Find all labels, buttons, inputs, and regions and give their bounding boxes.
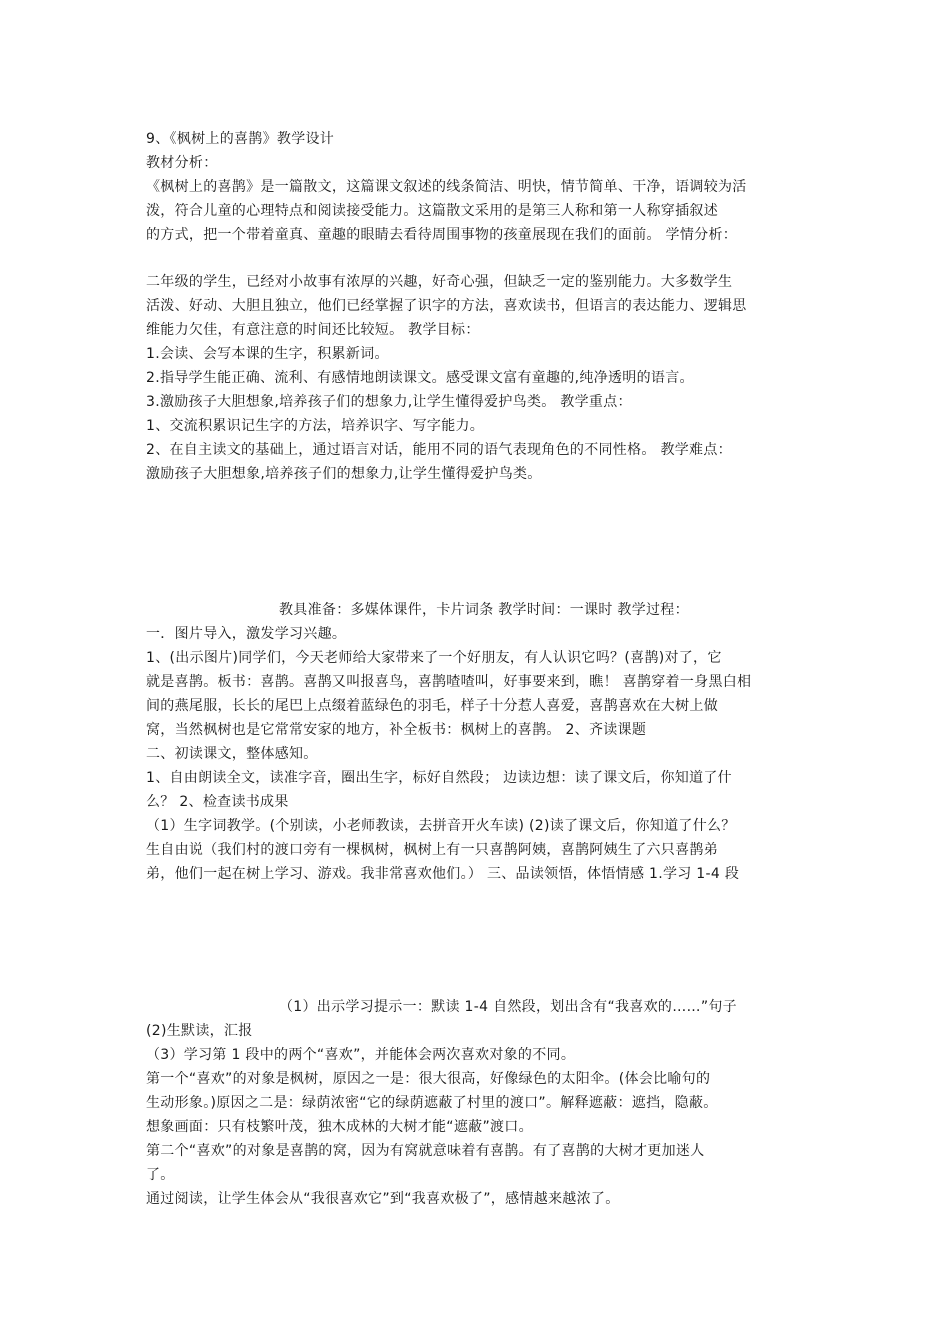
section-intro <box>146 127 814 247</box>
goal-item: 3.激励孩子大胆想象,培养孩子们的想象力,让学生懂得爱护鸟类。 教学重点： <box>146 394 632 410</box>
paragraph-line: 弟，他们一起在树上学习、游戏。我非常喜欢他们。） 三、品读领悟，体悟情感 1.学习 1-4 段 <box>146 866 740 882</box>
paragraph-line: 生动形象。)原因之二是：绿荫浓密“它的绿荫遮蔽了村里的渡口”。解释遮蔽：遮挡，隐蔽。 <box>146 1095 718 1111</box>
prompt-line: （1）出示学习提示一：默读 1-4 自然段，划出含有“我喜欢的……”句子 <box>279 999 737 1015</box>
paragraph-line: 想象画面：只有枝繁叶茂，独木成林的大树才能“遮蔽”渡口。 <box>146 1119 533 1135</box>
paragraph-line: 通过阅读，让学生体会从“我很喜欢它”到“我喜欢极了”，感情越来越浓了。 <box>146 1191 620 1207</box>
heading-textbook-analysis: 教材分析： <box>146 155 218 171</box>
paragraph-line: 泼，符合儿童的心理特点和阅读接受能力。这篇散文采用的是第三人称和第一人称穿插叙述 <box>146 203 718 219</box>
section-teaching-process <box>146 598 814 886</box>
paragraph-line: （1）生字词教学。(个别读，小老师教读，去拼音开火车读) (2)读了课文后，你知道了什么？ <box>146 818 736 834</box>
paragraph-line: 就是喜鹊。板书：喜鹊。喜鹊又叫报喜鸟，喜鹊喳喳叫，好事要来到，瞧！ 喜鹊穿着一身黑白相 <box>146 674 752 690</box>
paragraph-line: 1、自由朗读全文，读准字音，圈出生字，标好自然段； 边读边想：读了课文后，你知道了什 <box>146 770 732 786</box>
goal-item: 2.指导学生能正确、流利、有感情地朗读课文。感受课文富有童趣的,纯净透明的语言。 <box>146 370 694 386</box>
paragraph-line: 第一个“喜欢”的对象是枫树，原因之一是：很大很高，好像绿色的太阳伞。(体会比喻句的 <box>146 1071 711 1087</box>
paragraph-line: 《枫树上的喜鹊》是一篇散文，这篇课文叙述的线条简洁、明快，情节简单、干净，语调较为活 <box>146 179 747 195</box>
difficulty-item: 激励孩子大胆想象,培养孩子们的想象力,让学生懂得爱护鸟类。 <box>146 466 542 482</box>
key-point-item: 2、在自主读文的基础上，通过语言对话，能用不同的语气表现角色的不同性格。 教学难点： <box>146 442 732 458</box>
paragraph-line: 二年级的学生，已经对小故事有浓厚的兴趣，好奇心强，但缺乏一定的鉴别能力。大多数学生 <box>146 274 733 290</box>
paragraph-line: 么？ 2、检查读书成果 <box>146 794 289 810</box>
document-title: 9、《枫树上的喜鹊》教学设计 <box>146 131 335 147</box>
prep-line: 教具准备：多媒体课件，卡片词条 教学时间：一课时 教学过程： <box>279 602 689 618</box>
paragraph-line: 活泼、好动、大胆且独立，他们已经掌握了识字的方法，喜欢读书，但语言的表达能力、逻辑思 <box>146 298 747 314</box>
paragraph-line: 的方式，把一个带着童真、童趣的眼睛去看待周围事物的孩童展现在我们的面前。 学情分析： <box>146 227 738 243</box>
paragraph-line: 了。 <box>146 1167 175 1183</box>
step-heading: 一．图片导入，激发学习兴趣。 <box>146 626 347 642</box>
paragraph-line: 生自由说（我们村的渡口旁有一棵枫树，枫树上有一只喜鹊阿姨，喜鹊阿姨生了六只喜鹊弟 <box>146 842 718 858</box>
paragraph-line: 维能力欠佳，有意注意的时间还比较短。 教学目标： <box>146 322 480 338</box>
paragraph-line: 1、(出示图片)同学们，今天老师给大家带来了一个好朋友，有人认识它吗？(喜鹊)对了，它 <box>146 650 722 666</box>
section-reading-study <box>146 995 814 1211</box>
paragraph-line: 间的燕尾服，长长的尾巴上点缀着蓝绿色的羽毛，样子十分惹人喜爱，喜鹊喜欢在大树上做 <box>146 698 718 714</box>
paragraph-line: 窝，当然枫树也是它常常安家的地方，补全板书：枫树上的喜鹊。 2、齐读课题 <box>146 722 647 738</box>
paragraph-line: 第二个“喜欢”的对象是喜鹊的窝，因为有窝就意味着有喜鹊。有了喜鹊的大树才更加迷人 <box>146 1143 705 1159</box>
step-heading: 二、初读课文，整体感知。 <box>146 746 318 762</box>
paragraph-line: （3）学习第 1 段中的两个“喜欢”，并能体会两次喜欢对象的不同。 <box>146 1047 576 1063</box>
goal-item: 1.会读、会写本课的生字，积累新词。 <box>146 346 389 362</box>
key-point-item: 1、交流积累识记生字的方法，培养识字、写字能力。 <box>146 418 485 434</box>
section-students-goals <box>146 270 814 486</box>
paragraph-line: (2)生默读，汇报 <box>146 1023 253 1039</box>
